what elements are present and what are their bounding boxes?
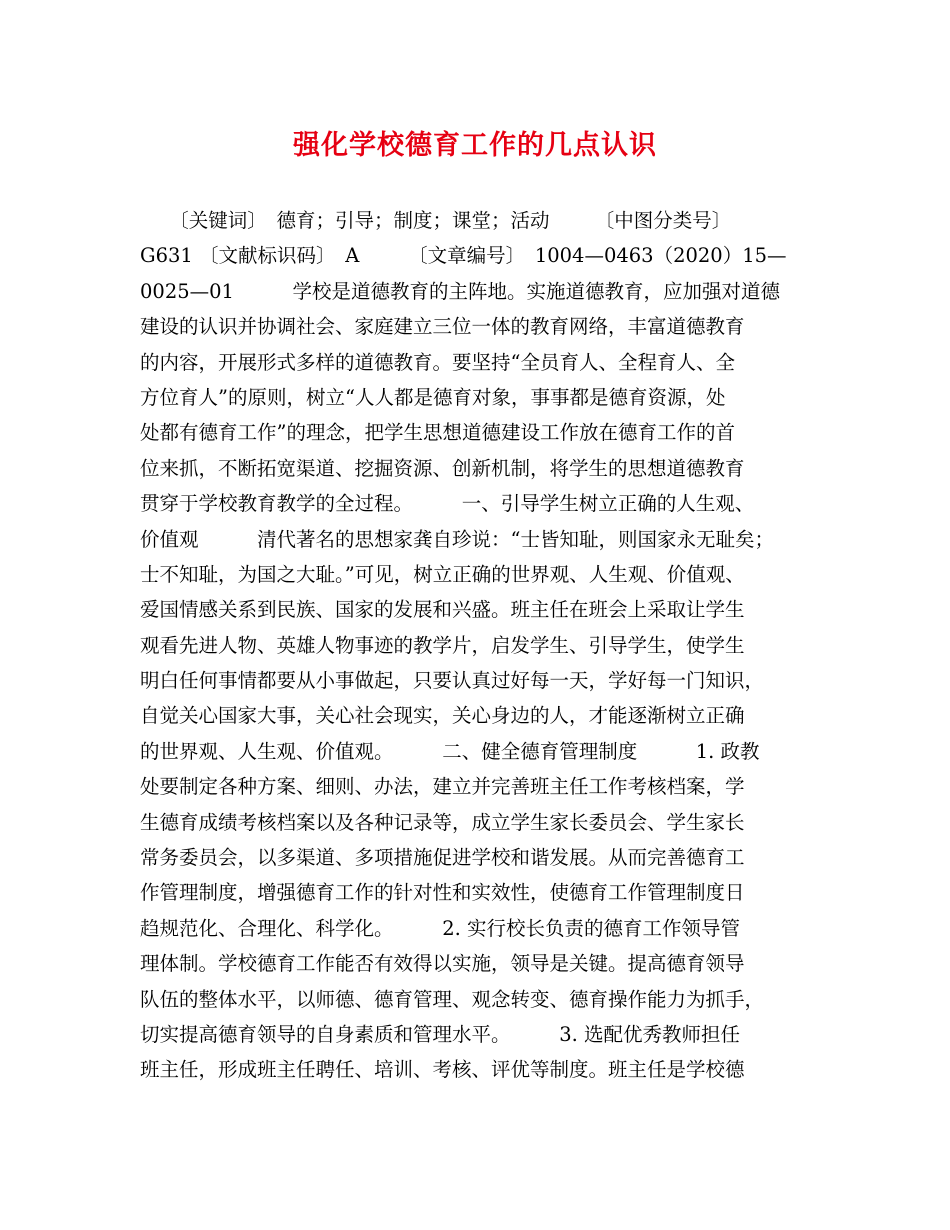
body-text-line: 观看先进人物、英雄人物事迹的教学片，启发学生、引导学生，使学生 bbox=[140, 633, 745, 657]
body-text-line: 作管理制度，增强德育工作的针对性和实效性，使德育工作管理制度日 bbox=[140, 881, 745, 905]
body-text-line: 队伍的整体水平，以师德、德育管理、观念转变、德育操作能力为抓手， bbox=[140, 987, 765, 1011]
body-text-line: 处都有德育工作”的理念，把学生思想道德建设工作放在德育工作的首 bbox=[140, 421, 735, 445]
body-text-line: 位来抓，不断拓宽渠道、挖掘资源、创新机制，将学生的思想道德教育 bbox=[140, 456, 745, 480]
document-title: 强化学校德育工作的几点认识 bbox=[293, 130, 657, 161]
body-text-line: 常务委员会，以多渠道、多项措施促进学校和谐发展。从而完善德育工 bbox=[140, 846, 745, 870]
body-text-line: 的内容，开展形式多样的道德教育。要坚持“全员育人、全程育人、全 bbox=[140, 350, 735, 374]
body-text-line: 建设的认识并协调社会、家庭建立三位一体的教育网络，丰富道德教育 bbox=[140, 315, 745, 339]
body-text-line: 自觉关心国家大事，关心社会现实，关心身边的人，才能逐渐树立正确 bbox=[140, 704, 745, 728]
body-text-line: 切实提高德育领导的自身素质和管理水平。 3. 选配优秀教师担任 bbox=[140, 1022, 741, 1046]
body-text-line: 生德育成绩考核档案以及各种记录等，成立学生家长委员会、学生家长 bbox=[140, 810, 745, 834]
body-text-line: 班主任，形成班主任聘任、培训、考核、评优等制度。班主任是学校德 bbox=[140, 1058, 745, 1082]
body-text-line: 处要制定各种方案、细则、办法，建立并完善班主任工作考核档案，学 bbox=[140, 775, 745, 799]
body-text-line: G631 〔文献标识码〕 A 〔文章编号〕 1004—0463（2020）15— bbox=[140, 244, 787, 268]
body-text-line: 明白任何事情都要从小事做起，只要认真过好每一天，学好每一门知识， bbox=[140, 669, 765, 693]
document-body bbox=[140, 203, 812, 1088]
body-text-line: 理体制。学校德育工作能否有效得以实施，领导是关键。提高德育领导 bbox=[140, 952, 745, 976]
body-text-line: 〔关键词〕 德育；引导；制度；课堂；活动 〔中图分类号〕 bbox=[140, 209, 732, 232]
body-text-line: 趋规范化、合理化、科学化。 2. 实行校长负责的德育工作领导管 bbox=[140, 916, 741, 940]
body-text-line: 0025—01 学校是道德教育的主阵地。实施道德教育，应加强对道德 bbox=[140, 279, 780, 303]
body-text-line: 的世界观、人生观、价值观。 二、健全德育管理制度 1. 政教 bbox=[140, 739, 760, 763]
body-text-line: 方位育人”的原则，树立“人人都是德育对象，事事都是德育资源，处 bbox=[140, 385, 726, 409]
body-text-line: 价值观 清代著名的思想家龚自珍说：“士皆知耻，则国家永无耻矣； bbox=[140, 527, 774, 551]
body-text-line: 爱国情感关系到民族、国家的发展和兴盛。班主任在班会上采取让学生 bbox=[140, 598, 745, 622]
body-text-line: 士不知耻，为国之大耻。”可见，树立正确的世界观、人生观、价值观、 bbox=[140, 562, 745, 586]
body-text-line: 贯穿于学校教育教学的全过程。 一、引导学生树立正确的人生观、 bbox=[140, 492, 755, 516]
